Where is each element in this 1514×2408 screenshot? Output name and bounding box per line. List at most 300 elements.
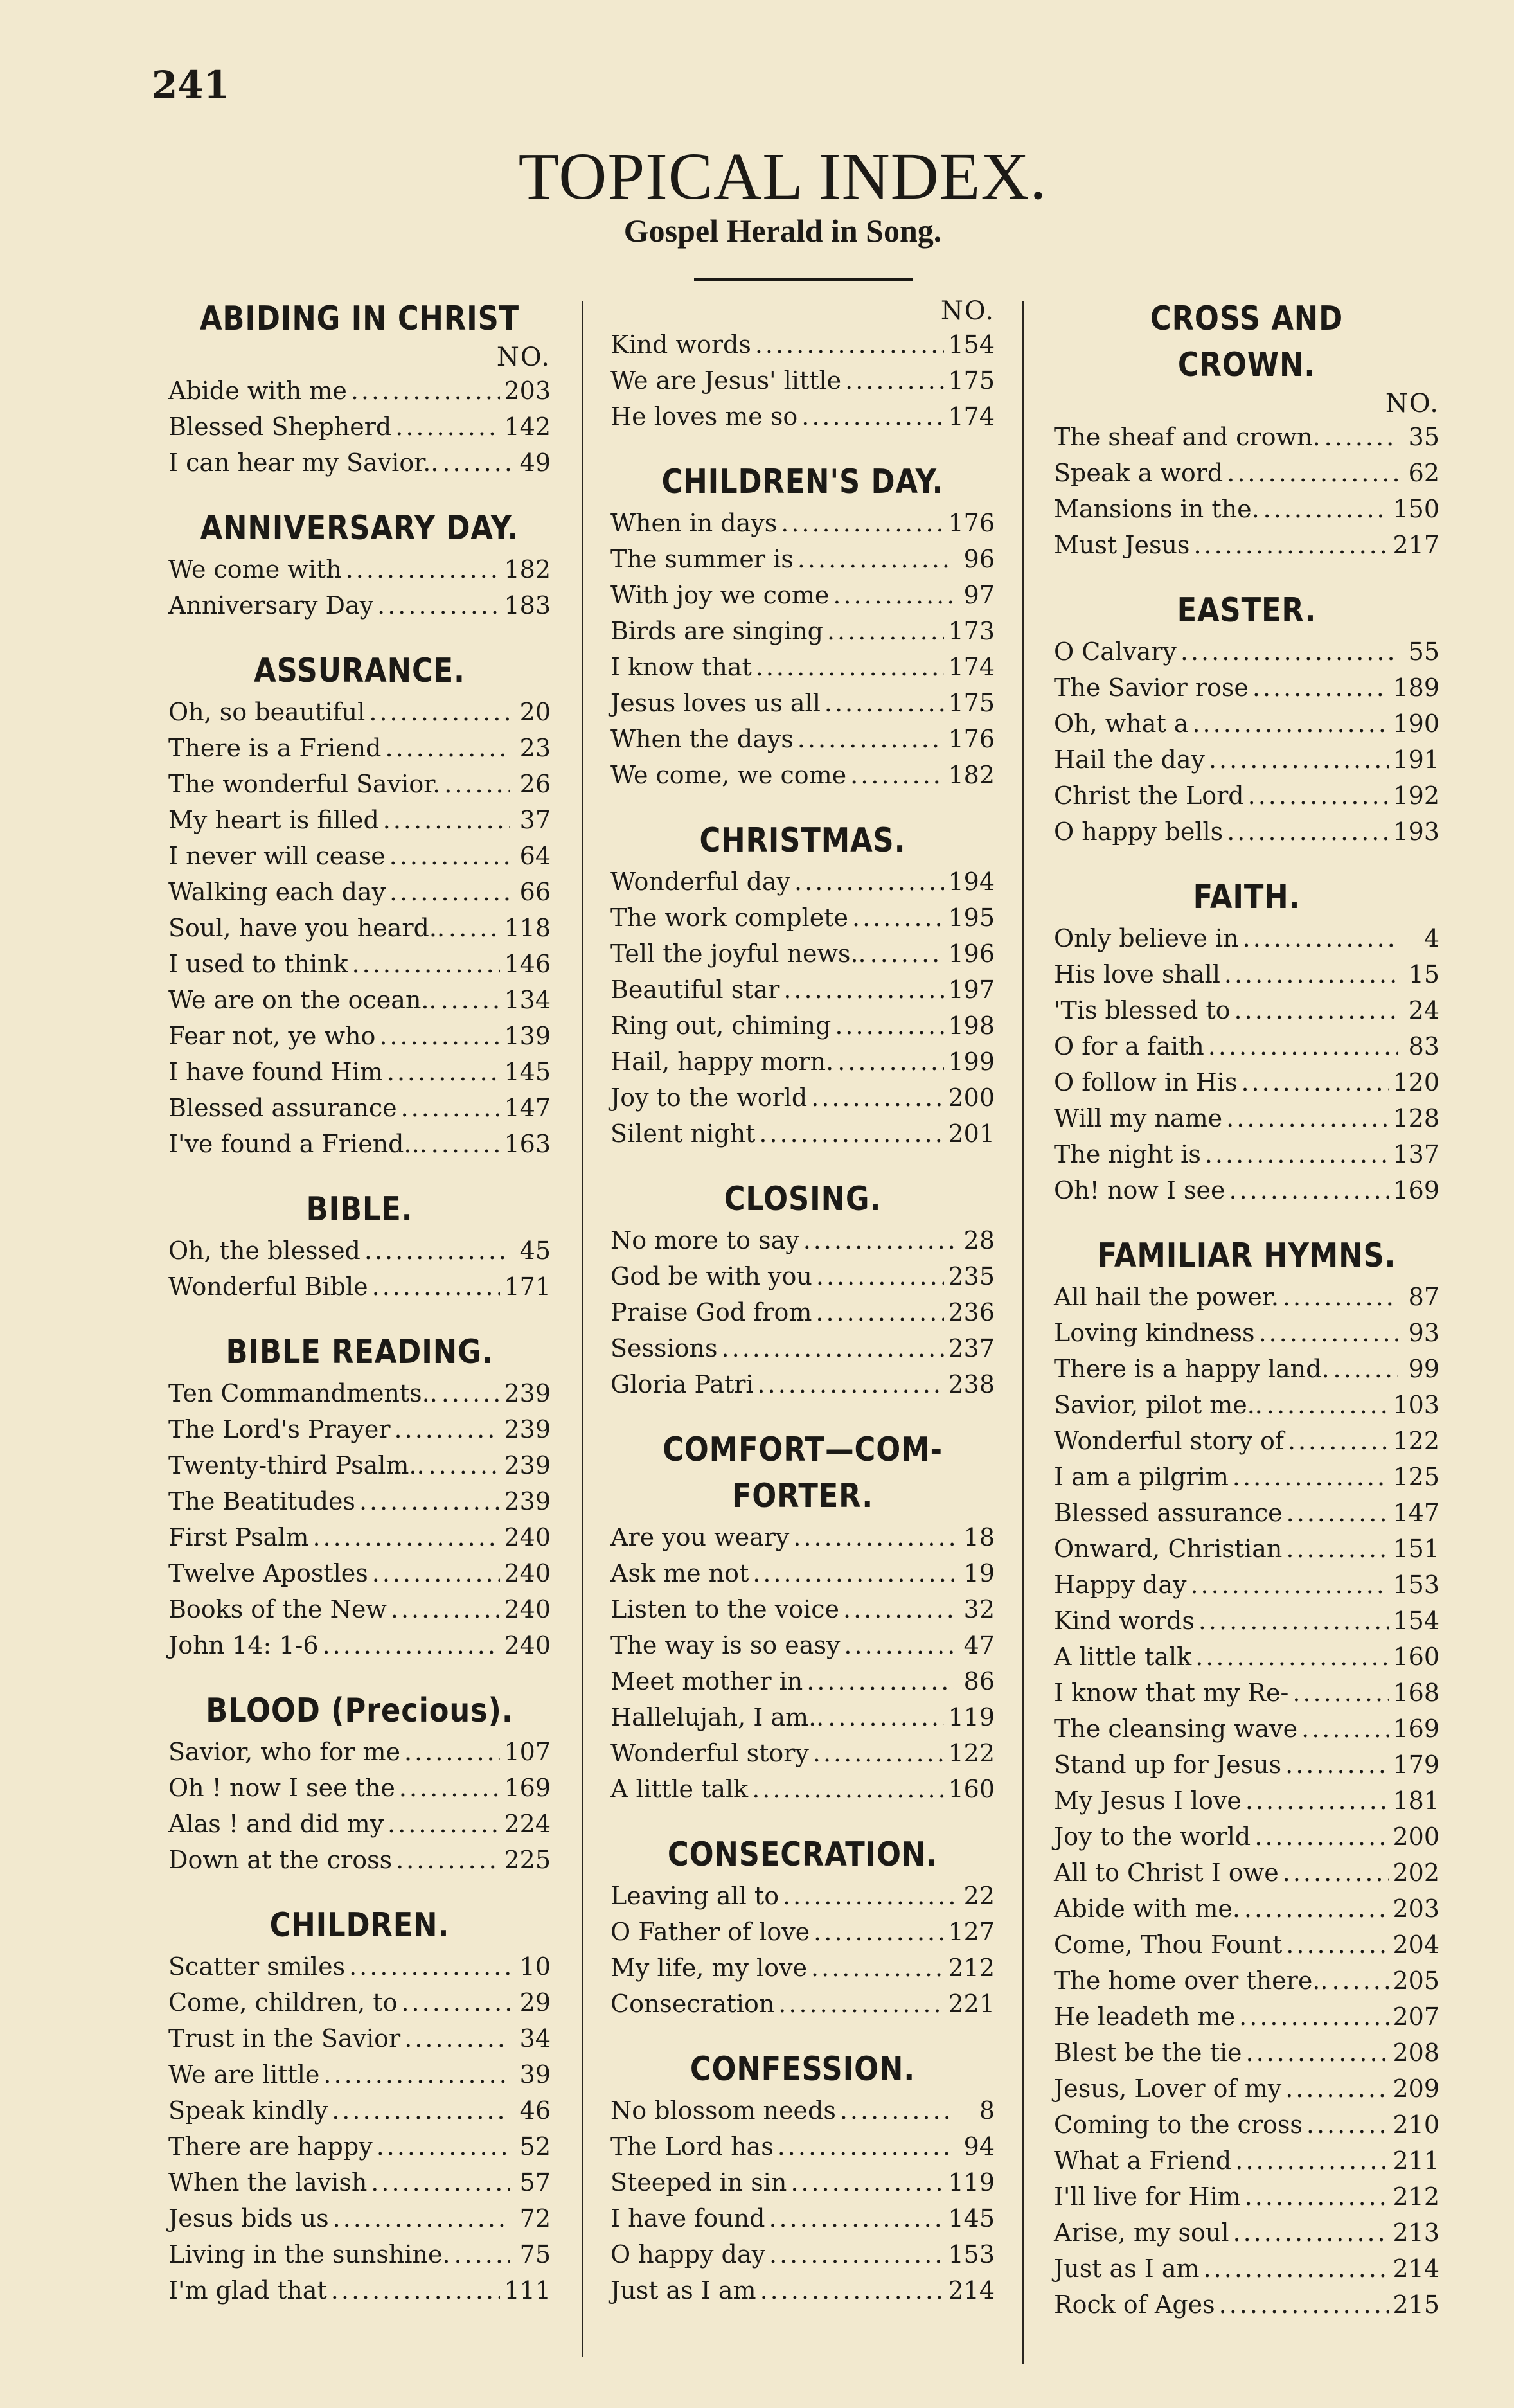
leader-dots bbox=[401, 1090, 501, 1126]
hymn-title: I never will cease bbox=[168, 842, 386, 870]
hymn-title: He loves me so bbox=[610, 402, 798, 431]
index-entry bbox=[1054, 1423, 1439, 1459]
index-entry bbox=[168, 1949, 551, 1984]
leader-dots bbox=[1283, 1279, 1398, 1315]
index-entry bbox=[1054, 778, 1439, 814]
hymn-title: My life, my love bbox=[610, 1954, 808, 1982]
index-entry bbox=[168, 730, 551, 766]
hymn-number: 207 bbox=[1393, 2002, 1439, 2031]
hymn-number: 119 bbox=[948, 1703, 995, 1731]
hymn-number: 145 bbox=[948, 2204, 995, 2233]
leader-dots bbox=[359, 1483, 501, 1519]
leader-dots bbox=[1235, 2143, 1389, 2179]
hymn-number: 29 bbox=[519, 1988, 551, 2017]
index-entry bbox=[1054, 706, 1439, 742]
index-entry bbox=[168, 373, 551, 409]
hymn-title: With joy we come bbox=[610, 581, 830, 609]
leader-dots bbox=[845, 362, 944, 398]
index-entry bbox=[1054, 670, 1439, 706]
leader-dots bbox=[1204, 2251, 1389, 2287]
index-entry bbox=[610, 936, 995, 972]
index-entry bbox=[1054, 992, 1439, 1028]
leader-dots bbox=[828, 1699, 944, 1735]
hymn-title: Down at the cross bbox=[168, 1846, 393, 1874]
hymn-title: Fear not, ye who bbox=[168, 1022, 376, 1050]
index-entry bbox=[168, 838, 551, 874]
index-entry bbox=[1054, 1999, 1439, 2035]
hymn-number: 154 bbox=[948, 330, 995, 359]
hymn-number: 153 bbox=[1393, 1571, 1439, 1599]
hymn-number: 66 bbox=[519, 878, 551, 906]
leader-dots bbox=[404, 1734, 500, 1770]
index-entry bbox=[168, 2236, 551, 2272]
leader-dots bbox=[760, 2272, 945, 2308]
index-entry bbox=[168, 445, 551, 481]
leader-dots bbox=[429, 1447, 501, 1483]
leader-dots bbox=[332, 2092, 510, 2128]
hymn-title: Scatter smiles bbox=[168, 1952, 346, 1981]
hymn-number: 97 bbox=[963, 581, 995, 609]
hymn-title: Jesus bids us bbox=[168, 2204, 329, 2233]
hymn-number: 94 bbox=[963, 2132, 995, 2161]
hymn-number: 215 bbox=[1393, 2290, 1439, 2319]
leader-dots bbox=[1209, 742, 1389, 778]
hymn-number: 192 bbox=[1393, 781, 1439, 810]
index-entry bbox=[610, 398, 995, 434]
hymn-title: Leaving all to bbox=[610, 1882, 779, 1910]
index-entry bbox=[1054, 1927, 1439, 1963]
leader-dots bbox=[797, 721, 945, 757]
leader-dots bbox=[1245, 2179, 1389, 2215]
leader-dots bbox=[1195, 1639, 1389, 1675]
hymn-number: 22 bbox=[963, 1882, 995, 1910]
leader-dots bbox=[816, 1258, 945, 1294]
index-entry bbox=[168, 1842, 551, 1878]
hymn-number: 176 bbox=[948, 725, 995, 753]
title-divider bbox=[694, 278, 913, 281]
index-entry bbox=[1054, 1675, 1439, 1711]
leader-dots bbox=[1226, 1100, 1389, 1136]
hymn-title: Trust in the Savior bbox=[168, 2024, 401, 2053]
index-entry bbox=[168, 1126, 551, 1162]
hymn-title: Blessed assurance bbox=[168, 1094, 397, 1122]
hymn-title: Books of the New bbox=[168, 1595, 387, 1623]
index-entry bbox=[610, 2092, 995, 2128]
hymn-number: 209 bbox=[1393, 2074, 1439, 2103]
leader-dots bbox=[1233, 2215, 1389, 2251]
leader-dots bbox=[1331, 1963, 1389, 1999]
hymn-number: 125 bbox=[1393, 1463, 1439, 1491]
index-entry bbox=[168, 1734, 551, 1770]
hymn-title: I know that my Re- bbox=[1054, 1679, 1289, 1707]
leader-dots bbox=[431, 1126, 501, 1162]
index-section bbox=[610, 1427, 995, 1807]
hymn-title: John 14: 1-6 bbox=[168, 1631, 319, 1659]
leader-dots bbox=[794, 864, 944, 900]
hymn-number: 173 bbox=[948, 617, 995, 645]
hymn-title: Wonderful day bbox=[610, 868, 791, 896]
index-entry bbox=[1054, 1819, 1439, 1855]
index-section bbox=[1054, 296, 1439, 563]
leader-dots bbox=[837, 1044, 944, 1080]
hymn-number: 34 bbox=[519, 2024, 551, 2053]
index-entry bbox=[610, 1771, 995, 1807]
leader-dots bbox=[778, 1986, 944, 2022]
leader-dots bbox=[870, 936, 945, 972]
leader-dots bbox=[379, 1018, 500, 1054]
index-entry bbox=[610, 864, 995, 900]
index-entry bbox=[168, 1018, 551, 1054]
hymn-title: Joy to the world bbox=[1054, 1823, 1251, 1851]
hymn-number: 203 bbox=[1393, 1895, 1439, 1923]
hymn-number: 240 bbox=[504, 1559, 551, 1587]
hymn-title: Speak kindly bbox=[168, 2096, 328, 2125]
leader-dots bbox=[449, 910, 500, 946]
index-entry bbox=[1054, 1495, 1439, 1531]
leader-dots bbox=[843, 1591, 954, 1627]
hymn-title: O happy day bbox=[610, 2240, 766, 2269]
hymn-number: 204 bbox=[1393, 1931, 1439, 1959]
hymn-title: I am a pilgrim bbox=[1054, 1463, 1229, 1491]
hymn-title: Hail the day bbox=[1054, 745, 1205, 774]
hymn-number: 208 bbox=[1393, 2038, 1439, 2067]
leader-dots bbox=[850, 757, 944, 793]
index-entry bbox=[168, 694, 551, 730]
hymn-number: 239 bbox=[504, 1379, 551, 1407]
page-number: 241 bbox=[152, 63, 230, 107]
index-entry bbox=[610, 757, 995, 793]
index-entry bbox=[610, 613, 995, 649]
leader-dots bbox=[778, 2128, 954, 2164]
hymn-number: 171 bbox=[504, 1272, 551, 1301]
hymn-number: 62 bbox=[1408, 459, 1439, 487]
index-entry bbox=[1054, 742, 1439, 778]
hymn-title: When in days bbox=[610, 509, 778, 537]
leader-dots bbox=[1301, 1711, 1389, 1747]
column-divider bbox=[1022, 301, 1024, 2364]
hymn-number: 55 bbox=[1408, 638, 1439, 666]
hymn-number: 198 bbox=[948, 1012, 995, 1040]
hymn-number: 122 bbox=[948, 1739, 995, 1767]
leader-dots bbox=[1245, 1783, 1389, 1819]
leader-dots bbox=[377, 587, 500, 623]
leader-dots bbox=[769, 2236, 944, 2272]
hymn-title: Savior, pilot me.. bbox=[1054, 1391, 1263, 1419]
index-entry bbox=[168, 551, 551, 587]
hymn-number: 182 bbox=[504, 555, 551, 584]
leader-dots bbox=[1292, 1675, 1389, 1711]
hymn-number: 35 bbox=[1408, 423, 1439, 451]
hymn-number: 119 bbox=[948, 2168, 995, 2197]
hymn-number: 225 bbox=[504, 1846, 551, 1874]
leader-dots bbox=[349, 1949, 510, 1984]
hymn-number: 200 bbox=[1393, 1823, 1439, 1851]
leader-dots bbox=[404, 2020, 510, 2056]
section-heading: CHILDREN. bbox=[269, 1906, 450, 1945]
number-column-label: NO. bbox=[1385, 389, 1439, 418]
hymn-number: 235 bbox=[948, 1262, 995, 1290]
leader-dots bbox=[1263, 491, 1389, 527]
index-entry bbox=[1054, 634, 1439, 670]
index-entry bbox=[610, 1986, 995, 2022]
index-entry bbox=[610, 1663, 995, 1699]
index-entry bbox=[168, 409, 551, 445]
index-entry bbox=[610, 1080, 995, 1116]
index-entry bbox=[1054, 1567, 1439, 1603]
index-entry bbox=[168, 1090, 551, 1126]
leader-dots bbox=[364, 1233, 510, 1269]
index-entry bbox=[1054, 1100, 1439, 1136]
hymn-title: Coming to the cross bbox=[1054, 2110, 1303, 2139]
hymn-title: Tell the joyful news.. bbox=[610, 940, 866, 968]
hymn-number: 47 bbox=[963, 1631, 995, 1659]
hymn-number: 224 bbox=[504, 1810, 551, 1838]
hymn-title: Blessed Shepherd bbox=[168, 413, 392, 441]
index-section bbox=[1054, 874, 1439, 1208]
hymn-title: I know that bbox=[610, 653, 752, 681]
hymn-number: 15 bbox=[1408, 960, 1439, 988]
index-entry bbox=[1054, 2107, 1439, 2143]
hymn-number: 169 bbox=[1393, 1715, 1439, 1743]
hymn-number: 191 bbox=[1393, 745, 1439, 774]
index-entry bbox=[1054, 1387, 1439, 1423]
hymn-title: Blest be the tie bbox=[1054, 2038, 1242, 2067]
hymn-title: Ring out, chiming bbox=[610, 1012, 832, 1040]
leader-dots bbox=[756, 649, 945, 685]
leader-dots bbox=[1190, 1567, 1389, 1603]
section-heading: CHILDREN'S DAY. bbox=[661, 463, 944, 501]
hymn-title: 'Tis blessed to bbox=[1054, 996, 1231, 1024]
hymn-title: Oh ! now I see the bbox=[168, 1774, 395, 1802]
hymn-title: Ask me not bbox=[610, 1559, 749, 1587]
hymn-title: O Father of love bbox=[610, 1918, 810, 1946]
hymn-number: 86 bbox=[963, 1667, 995, 1695]
leader-dots bbox=[1259, 1315, 1398, 1351]
hymn-number: 182 bbox=[948, 761, 995, 789]
index-entry bbox=[168, 2056, 551, 2092]
index-entry bbox=[168, 587, 551, 623]
leader-dots bbox=[1224, 956, 1398, 992]
index-entry bbox=[168, 2164, 551, 2200]
index-section bbox=[168, 1902, 551, 2308]
section-heading: EASTER. bbox=[1177, 591, 1317, 630]
index-entry bbox=[168, 802, 551, 838]
leader-dots bbox=[401, 1984, 510, 2020]
index-entry bbox=[1054, 2251, 1439, 2287]
hymn-title: The home over there.. bbox=[1054, 1967, 1328, 1995]
index-entry bbox=[1054, 920, 1439, 956]
index-entry bbox=[168, 1447, 551, 1483]
hymn-title: Praise God from bbox=[610, 1298, 812, 1326]
index-entry bbox=[610, 541, 995, 577]
hymn-title: Kind words bbox=[1054, 1607, 1195, 1635]
leader-dots bbox=[1286, 1531, 1389, 1567]
index-entry bbox=[1054, 527, 1439, 563]
leader-dots bbox=[1306, 2107, 1389, 2143]
leader-dots bbox=[824, 685, 945, 721]
leader-dots bbox=[396, 1842, 500, 1878]
hymn-title: No more to say bbox=[610, 1226, 799, 1254]
hymn-title: Come, Thou Fount bbox=[1054, 1931, 1283, 1959]
hymn-title: Blessed assurance bbox=[1054, 1499, 1283, 1527]
hymn-title: The cleansing wave bbox=[1054, 1715, 1298, 1743]
leader-dots bbox=[753, 1555, 954, 1591]
hymn-number: 239 bbox=[504, 1415, 551, 1443]
hymn-number: 147 bbox=[1393, 1499, 1439, 1527]
hymn-title: The Savior rose bbox=[1054, 673, 1249, 702]
hymn-number: 111 bbox=[504, 2276, 551, 2305]
hymn-title: Christ the Lord bbox=[1054, 781, 1244, 810]
hymn-number: 217 bbox=[1393, 531, 1439, 559]
hymn-title: Oh, so beautiful bbox=[168, 698, 366, 726]
index-entry bbox=[610, 2272, 995, 2308]
leader-dots bbox=[442, 445, 510, 481]
leader-dots bbox=[752, 1771, 944, 1807]
leader-dots bbox=[312, 1519, 500, 1555]
index-section bbox=[168, 505, 551, 623]
hymn-number: 214 bbox=[1393, 2254, 1439, 2283]
leader-dots bbox=[1229, 1172, 1389, 1208]
index-entry bbox=[610, 1591, 995, 1627]
hymn-number: 24 bbox=[1408, 996, 1439, 1024]
index-entry bbox=[610, 1294, 995, 1330]
section-heading: FAMILIAR HYMNS. bbox=[1097, 1236, 1396, 1275]
index-entry bbox=[168, 1770, 551, 1806]
index-entry bbox=[610, 1914, 995, 1950]
leader-dots bbox=[801, 398, 944, 434]
hymn-number: 145 bbox=[504, 1058, 551, 1086]
leader-dots bbox=[1205, 1136, 1389, 1172]
leader-dots bbox=[813, 1735, 945, 1771]
hymn-title: Walking each day bbox=[168, 878, 386, 906]
index-entry bbox=[610, 1555, 995, 1591]
index-entry bbox=[610, 972, 995, 1008]
leader-dots bbox=[1227, 814, 1389, 850]
leader-dots bbox=[1288, 1423, 1389, 1459]
hymn-number: 190 bbox=[1393, 709, 1439, 738]
index-entry bbox=[168, 1555, 551, 1591]
leader-dots bbox=[1234, 992, 1398, 1028]
hymn-number: 49 bbox=[519, 449, 551, 477]
index-section bbox=[610, 1176, 995, 1402]
hymn-number: 174 bbox=[948, 402, 995, 431]
hymn-number: 175 bbox=[948, 366, 995, 395]
index-entry bbox=[168, 2272, 551, 2308]
index-entry bbox=[610, 1950, 995, 1986]
section-heading: CONFESSION. bbox=[690, 2050, 916, 2089]
hymn-title: His love shall bbox=[1054, 960, 1220, 988]
leader-dots bbox=[1285, 1747, 1389, 1783]
leader-dots bbox=[1227, 455, 1398, 491]
section-heading: ASSURANCE. bbox=[254, 652, 465, 690]
leader-dots bbox=[1267, 1387, 1389, 1423]
hymn-number: 64 bbox=[519, 842, 551, 870]
hymn-title: Anniversary Day bbox=[168, 591, 374, 620]
leader-dots bbox=[387, 1806, 500, 1842]
leader-dots bbox=[1241, 1064, 1389, 1100]
hymn-title: Only believe in bbox=[1054, 924, 1239, 952]
leader-dots bbox=[1254, 1819, 1389, 1855]
section-heading: ANNIVERSARY DAY. bbox=[200, 509, 519, 548]
index-entry bbox=[168, 1591, 551, 1627]
leader-dots bbox=[758, 1366, 945, 1402]
leader-dots bbox=[1244, 1891, 1389, 1927]
hymn-number: 160 bbox=[948, 1775, 995, 1803]
hymn-number: 237 bbox=[948, 1334, 995, 1362]
leader-dots bbox=[783, 1878, 954, 1914]
hymn-title: Loving kindness bbox=[1054, 1319, 1255, 1347]
hymn-number: 83 bbox=[1408, 1032, 1439, 1060]
index-entry bbox=[168, 1233, 551, 1269]
hymn-title: Oh, the blessed bbox=[168, 1236, 361, 1265]
index-entry bbox=[610, 721, 995, 757]
leader-dots bbox=[323, 2056, 510, 2092]
hymn-number: 239 bbox=[504, 1451, 551, 1479]
hymn-title: Abide with me. bbox=[1054, 1895, 1240, 1923]
hymn-title: Meet mother in bbox=[610, 1667, 803, 1695]
hymn-title: I've found a Friend... bbox=[168, 1130, 427, 1158]
hymn-number: 32 bbox=[963, 1595, 995, 1623]
index-entry bbox=[610, 685, 995, 721]
index-entry bbox=[1054, 2143, 1439, 2179]
hymn-title: When the days bbox=[610, 725, 794, 753]
leader-dots bbox=[1333, 1351, 1398, 1387]
hymn-title: O for a faith bbox=[1054, 1032, 1204, 1060]
leader-dots bbox=[755, 326, 945, 362]
hymn-title: We are little bbox=[168, 2060, 320, 2089]
leader-dots bbox=[399, 1770, 501, 1806]
leader-dots bbox=[395, 409, 500, 445]
hymn-title: The Beatitudes bbox=[168, 1487, 355, 1515]
hymn-number: 99 bbox=[1408, 1355, 1439, 1383]
index-entry bbox=[1054, 491, 1439, 527]
index-entry bbox=[168, 2128, 551, 2164]
index-entry bbox=[610, 1519, 995, 1555]
hymn-title: Wonderful Bible bbox=[168, 1272, 368, 1301]
hymn-title: All hail the power. bbox=[1054, 1283, 1279, 1311]
hymn-number: 240 bbox=[504, 1631, 551, 1659]
hymn-number: 57 bbox=[519, 2168, 551, 2197]
index-section bbox=[168, 1186, 551, 1305]
index-entry bbox=[168, 1411, 551, 1447]
index-entry bbox=[1054, 1279, 1439, 1315]
hymn-title: Beautiful star bbox=[610, 976, 780, 1004]
index-entry bbox=[610, 1222, 995, 1258]
index-entry bbox=[1054, 1603, 1439, 1639]
index-entry bbox=[168, 1269, 551, 1305]
hymn-number: 197 bbox=[948, 976, 995, 1004]
hymn-number: 160 bbox=[1393, 1643, 1439, 1671]
hymn-number: 239 bbox=[504, 1487, 551, 1515]
index-entry bbox=[1054, 1639, 1439, 1675]
index-entry bbox=[1054, 1459, 1439, 1495]
hymn-title: Will my name bbox=[1054, 1104, 1223, 1132]
hymn-number: 39 bbox=[519, 2060, 551, 2089]
index-section bbox=[168, 296, 551, 481]
hymn-number: 4 bbox=[1423, 924, 1439, 952]
section-heading: ABIDING IN CHRIST bbox=[199, 299, 520, 338]
leader-dots bbox=[1286, 1927, 1389, 1963]
hymn-number: 154 bbox=[1393, 1607, 1439, 1635]
index-entry bbox=[610, 577, 995, 613]
section-heading-continued: FORTER. bbox=[731, 1477, 874, 1515]
section-heading: BIBLE. bbox=[306, 1190, 413, 1229]
leader-dots bbox=[383, 802, 510, 838]
hymn-number: 87 bbox=[1408, 1283, 1439, 1311]
index-entry bbox=[168, 1519, 551, 1555]
hymn-number: 181 bbox=[1393, 1787, 1439, 1815]
index-entry bbox=[1054, 814, 1439, 850]
